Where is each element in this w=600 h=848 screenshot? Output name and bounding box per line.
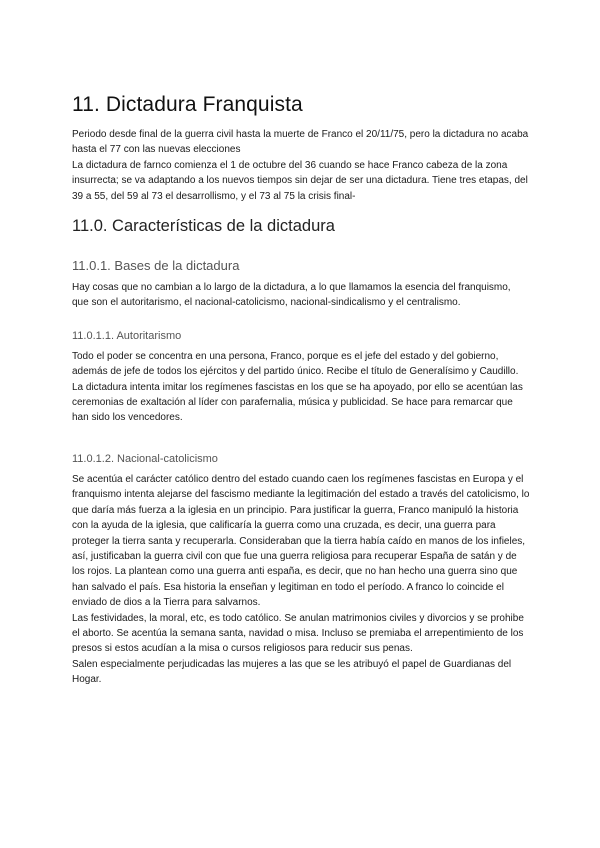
autoritarismo-paragraph-1: Todo el poder se concentra en una persona, Franco, porque es el jefe del estado y del gobierno, además de jefe de todos los ejércitos y del partido único. Recibe el título de Generalísimo y Caudillo.: [72, 350, 519, 378]
autoritarismo-paragraph-2: La dictadura intenta imitar los regímenes fascistas en los que se ha apoyado, por ello se acentúan las ceremonias de exaltación al líder con parafernalia, música y publicidad. Se hace para remarcar que han sido los vencedores.: [72, 381, 523, 424]
nacional-catolicismo-paragraph-1: Se acentúa el carácter católico dentro del estado cuando caen los regímenes fascistas en Europa y el franquismo intenta alejarse del fascismo mediante la legitimación del estado a través del catolicismo, lo que daría más fuerza a la iglesia en un principio. Para justificar la guerra, Franco manipuló la historia con la ayuda de la iglesia, que calificaría la guerra como una cruzada, es decir, una guerra para proteger la tierra santa y recuperarla. Consideraban que la tierra había caído en manos de los infieles, así, justificaban la guerra civil con que fue una guerra religiosa para recuperar España de satán y de los rojos. La plantean como una guerra anti españa, es decir, que no han hecho una guerra sino que han salvado el país. Esa historia la enseñan y legitiman en todo el período. A franco lo coincide el enviado de dios a la Tierra para salvarnos.: [72, 473, 530, 609]
intro-block: [72, 127, 530, 204]
autoritarismo-heading: 11.0.1.1. Autoritarismo: [72, 329, 182, 342]
autoritarismo-block: [72, 349, 530, 426]
bases-paragraph: Hay cosas que no cambian a lo largo de la dictadura, a lo que llamamos la esencia del franquismo, que son el autoritarismo, el nacional-catolicismo, nacional-sindicalismo y el centralismo.: [72, 282, 511, 309]
document-title: 11. Dictadura Franquista: [72, 93, 303, 116]
nacional-catolicismo-heading: 11.0.1.2. Nacional-catolicismo: [72, 452, 218, 465]
intro-paragraph-2: La dictadura de farnco comienza el 1 de octubre del 36 cuando se hace Franco cabeza de la zona insurrecta; se va adaptando a los nuevos tiempos sin dejar de ser una dictadura. Tiene tres etapas, del 39 a 55, del 59 al 73 el desarrollismo, y el 73 al 75 la crisis final-: [72, 159, 528, 202]
nacional-catolicismo-block: [72, 472, 530, 688]
nacional-catolicismo-paragraph-3: Salen especialmente perjudicadas las mujeres a las que se les atribuyó el papel de Guardianas del Hogar.: [72, 658, 512, 686]
intro-paragraph-1: Periodo desde final de la guerra civil hasta la muerte de Franco el 20/11/75, pero la dictadura no acaba hasta el 77 con las nuevas elecciones: [72, 129, 529, 156]
subsection-heading: 11.0.1. Bases de la dictadura: [72, 258, 240, 274]
section-heading: 11.0. Características de la dictadura: [72, 217, 335, 236]
nacional-catolicismo-paragraph-2: Las festividades, la moral, etc, es todo católico. Se anulan matrimonios civiles y divorcios y se prohibe el aborto. Se acentúa la semana santa, navidad o misa. Incluso se premiaba el arrepentimiento de los presos si estos acudían a la misa o cursos religiosos para reducir sus penas.: [72, 612, 524, 655]
